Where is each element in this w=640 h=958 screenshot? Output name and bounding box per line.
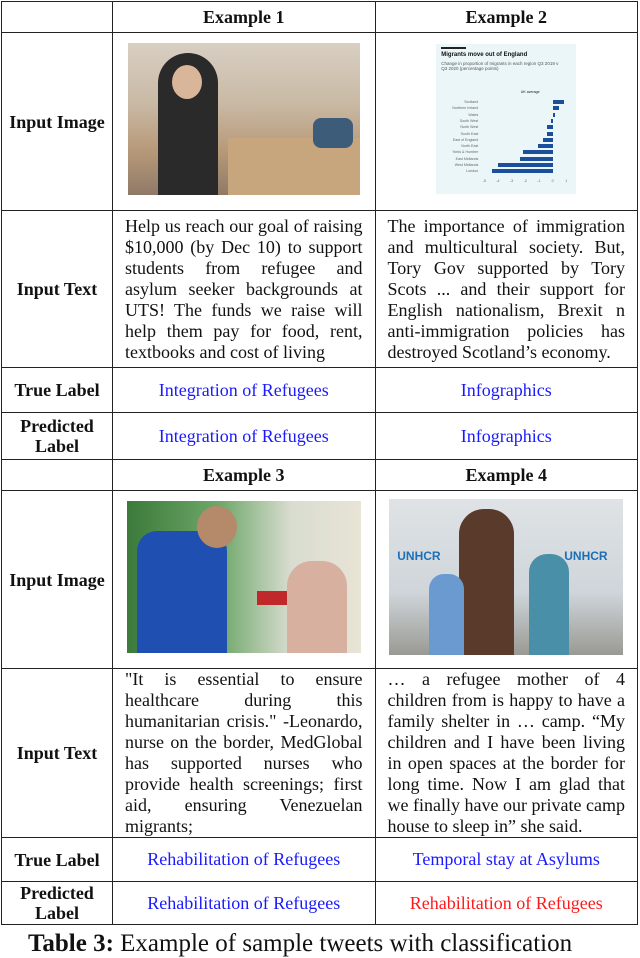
chart-tick-label: 0 bbox=[551, 178, 554, 183]
example-3-text: "It is essential to ensure healthcare during this humanitarian crisis." -Leonardo, nurse on the border, MedGlobal has supported nurses who provide health screenings; first aid, ensuring Venezuelan migrants; bbox=[113, 669, 376, 838]
example-4-predicted-label: Rehabilitation of Refugees bbox=[375, 882, 638, 925]
chart-tick-label: -3 bbox=[509, 178, 514, 183]
chart-category-label: East of England bbox=[452, 137, 479, 142]
example-3-true-label: Rehabilitation of Refugees bbox=[113, 838, 376, 882]
caption-label: Table 3: bbox=[28, 930, 114, 957]
chart-category-label: North West bbox=[460, 125, 479, 130]
example-2-title: Example 2 bbox=[375, 2, 638, 33]
chart-annotation: UK average bbox=[520, 90, 540, 94]
chart-category-label: South West bbox=[459, 118, 479, 123]
row-header-predicted-label: Predicted Label bbox=[2, 413, 113, 460]
row-header-true-label: True Label bbox=[2, 838, 113, 882]
example-3-title: Example 3 bbox=[113, 460, 376, 491]
table-caption bbox=[28, 930, 572, 958]
chart-bar bbox=[553, 100, 564, 104]
chart-tick-label: 1 bbox=[565, 178, 568, 183]
example-1-predicted-label: Integration of Refugees bbox=[113, 413, 376, 460]
examples-table bbox=[1, 1, 638, 925]
caption-text: Example of sample tweets with classification bbox=[120, 930, 573, 957]
example-4-text: … a refugee mother of 4 children from is happy to have a family shelter in … camp. “My children and I have been living in open spaces at the border for long time. Now I am glad that we finally have our private camp house to sleep in” she said. bbox=[375, 669, 638, 838]
chart-bar bbox=[520, 157, 553, 161]
row-header-input-text: Input Text bbox=[2, 211, 113, 368]
chart-bar bbox=[498, 163, 553, 167]
example-1-title: Example 1 bbox=[113, 2, 376, 33]
chart-tick-label: -2 bbox=[523, 178, 527, 183]
chart-bar bbox=[547, 125, 552, 129]
chart-category-label: Yorks & Humber bbox=[452, 150, 479, 155]
example-2-true-label: Infographics bbox=[375, 368, 638, 413]
chart-category-label: Scotland bbox=[464, 100, 479, 104]
chart-category-label: South East bbox=[460, 131, 479, 136]
example-1-true-label: Integration of Refugees bbox=[113, 368, 376, 413]
example-3-image bbox=[127, 501, 361, 653]
chart-tick-label: -1 bbox=[537, 178, 541, 183]
example-3-predicted-label: Rehabilitation of Refugees bbox=[113, 882, 376, 925]
chart-bar bbox=[553, 106, 560, 110]
example-1-image bbox=[128, 43, 360, 195]
chart-tick-label: -4 bbox=[496, 178, 500, 183]
chart-bar bbox=[523, 150, 553, 154]
row-header-input-image: Input Image bbox=[2, 33, 113, 211]
chart-category-label: West Midlands bbox=[454, 163, 479, 167]
chart-bar bbox=[551, 119, 552, 123]
chart-category-label: Wales bbox=[468, 112, 479, 117]
row-header-predicted-label: Predicted Label bbox=[2, 882, 113, 925]
chart-category-label: London bbox=[466, 169, 479, 174]
chart-bar bbox=[553, 113, 556, 117]
chart-category-label: North East bbox=[461, 144, 479, 149]
example-4-image: UNHCR UNHCR bbox=[389, 499, 623, 655]
chart-bar bbox=[547, 132, 552, 136]
example-1-text: Help us reach our goal of raising $10,000 (by Dec 10) to support students from refugee and asylum seeker backgrounds at UTS! The funds we raise will help them pay for food, rent, textbooks and cost of living bbox=[113, 211, 376, 368]
chart-bar bbox=[492, 169, 552, 173]
chart-bar bbox=[538, 144, 553, 148]
example-2-text: The importance of immigration and multicultural society. But, Tory Gov supported by Tory Scots ... and their support for English nationalism, Brexit n anti-immigration policies has destroyed Scotland’s economy. bbox=[375, 211, 638, 368]
chart-category-label: East Midlands bbox=[455, 156, 479, 161]
row-header-true-label: True Label bbox=[2, 368, 113, 413]
chart-category-label: Northern Ireland bbox=[452, 106, 479, 111]
chart-bar bbox=[543, 138, 553, 142]
chart-tick-label: -5 bbox=[482, 178, 486, 183]
example-2-predicted-label: Infographics bbox=[375, 413, 638, 460]
row-header-input-text: Input Text bbox=[2, 669, 113, 838]
row-header-input-image: Input Image bbox=[2, 491, 113, 669]
example-2-chart-image: Migrants move out of England Change in proportion of migrants in each region Q3 2019 v Q3 2020 (percentage points) UK average Scotland Northern Ireland Wales South West North West South East East of England North East Yorks & Humber East Midlands West Midlands London -5 -4 -3 -2 -1 0 1 bbox=[436, 44, 576, 194]
example-4-true-label: Temporal stay at Asylums bbox=[375, 838, 638, 882]
example-4-title: Example 4 bbox=[375, 460, 638, 491]
